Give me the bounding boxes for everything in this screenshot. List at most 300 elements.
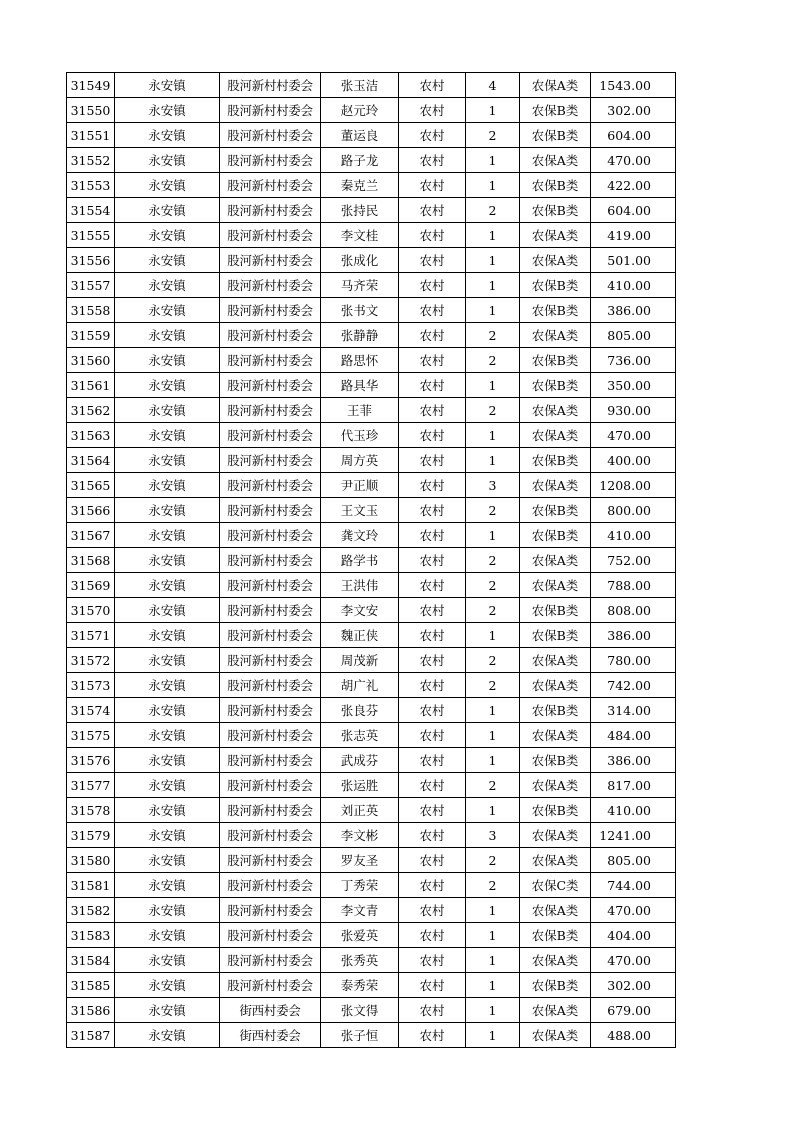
amount-cell: 1241.00 [591, 823, 676, 848]
serial-cell: 31583 [67, 923, 115, 948]
area-cell: 农村 [399, 298, 466, 323]
town-cell: 永安镇 [115, 373, 220, 398]
village-cell: 股河新村村委会 [220, 198, 321, 223]
area-cell: 农村 [399, 998, 466, 1023]
name-cell: 路思怀 [321, 348, 399, 373]
area-cell: 农村 [399, 798, 466, 823]
amount-cell: 302.00 [591, 973, 676, 998]
area-cell: 农村 [399, 1023, 466, 1048]
category-cell: 农保B类 [520, 498, 591, 523]
category-cell: 农保A类 [520, 248, 591, 273]
serial-cell: 31554 [67, 198, 115, 223]
area-cell: 农村 [399, 348, 466, 373]
serial-cell: 31560 [67, 348, 115, 373]
amount-cell: 470.00 [591, 148, 676, 173]
serial-cell: 31565 [67, 473, 115, 498]
serial-cell: 31570 [67, 598, 115, 623]
name-cell: 丁秀荣 [321, 873, 399, 898]
category-cell: 农保B类 [520, 598, 591, 623]
table-row [67, 73, 676, 98]
count-cell: 2 [466, 548, 520, 573]
amount-cell: 386.00 [591, 298, 676, 323]
category-cell: 农保B类 [520, 748, 591, 773]
amount-cell: 410.00 [591, 273, 676, 298]
table-row [67, 398, 676, 423]
amount-cell: 501.00 [591, 248, 676, 273]
town-cell: 永安镇 [115, 873, 220, 898]
serial-cell: 31580 [67, 848, 115, 873]
count-cell: 2 [466, 398, 520, 423]
area-cell: 农村 [399, 448, 466, 473]
table-row [67, 948, 676, 973]
category-cell: 农保A类 [520, 398, 591, 423]
town-cell: 永安镇 [115, 573, 220, 598]
table-row [67, 898, 676, 923]
table-row [67, 673, 676, 698]
name-cell: 张文得 [321, 998, 399, 1023]
amount-cell: 410.00 [591, 523, 676, 548]
serial-cell: 31586 [67, 998, 115, 1023]
amount-cell: 386.00 [591, 623, 676, 648]
village-cell: 股河新村村委会 [220, 898, 321, 923]
count-cell: 2 [466, 598, 520, 623]
town-cell: 永安镇 [115, 173, 220, 198]
serial-cell: 31553 [67, 173, 115, 198]
name-cell: 李文桂 [321, 223, 399, 248]
town-cell: 永安镇 [115, 223, 220, 248]
area-cell: 农村 [399, 523, 466, 548]
amount-cell: 736.00 [591, 348, 676, 373]
amount-cell: 805.00 [591, 848, 676, 873]
area-cell: 农村 [399, 323, 466, 348]
village-cell: 股河新村村委会 [220, 573, 321, 598]
category-cell: 农保A类 [520, 148, 591, 173]
name-cell: 张良芬 [321, 698, 399, 723]
count-cell: 1 [466, 723, 520, 748]
count-cell: 2 [466, 673, 520, 698]
town-cell: 永安镇 [115, 423, 220, 448]
amount-cell: 419.00 [591, 223, 676, 248]
town-cell: 永安镇 [115, 298, 220, 323]
village-cell: 股河新村村委会 [220, 848, 321, 873]
count-cell: 2 [466, 198, 520, 223]
amount-cell: 930.00 [591, 398, 676, 423]
name-cell: 张志英 [321, 723, 399, 748]
village-cell: 股河新村村委会 [220, 623, 321, 648]
area-cell: 农村 [399, 723, 466, 748]
town-cell: 永安镇 [115, 923, 220, 948]
serial-cell: 31576 [67, 748, 115, 773]
serial-cell: 31584 [67, 948, 115, 973]
name-cell: 魏正侠 [321, 623, 399, 648]
count-cell: 2 [466, 348, 520, 373]
village-cell: 股河新村村委会 [220, 148, 321, 173]
town-cell: 永安镇 [115, 448, 220, 473]
name-cell: 秦克兰 [321, 173, 399, 198]
area-cell: 农村 [399, 973, 466, 998]
town-cell: 永安镇 [115, 198, 220, 223]
table-row [67, 423, 676, 448]
name-cell: 李文彬 [321, 823, 399, 848]
table-row [67, 573, 676, 598]
serial-cell: 31559 [67, 323, 115, 348]
amount-cell: 386.00 [591, 748, 676, 773]
village-cell: 股河新村村委会 [220, 248, 321, 273]
amount-cell: 679.00 [591, 998, 676, 1023]
name-cell: 胡广礼 [321, 673, 399, 698]
table-row [67, 723, 676, 748]
serial-cell: 31556 [67, 248, 115, 273]
town-cell: 永安镇 [115, 123, 220, 148]
serial-cell: 31572 [67, 648, 115, 673]
area-cell: 农村 [399, 598, 466, 623]
town-cell: 永安镇 [115, 473, 220, 498]
category-cell: 农保B类 [520, 198, 591, 223]
amount-cell: 470.00 [591, 898, 676, 923]
serial-cell: 31577 [67, 773, 115, 798]
count-cell: 1 [466, 298, 520, 323]
town-cell: 永安镇 [115, 773, 220, 798]
name-cell: 王菲 [321, 398, 399, 423]
count-cell: 2 [466, 123, 520, 148]
town-cell: 永安镇 [115, 323, 220, 348]
category-cell: 农保C类 [520, 873, 591, 898]
serial-cell: 31555 [67, 223, 115, 248]
name-cell: 张玉洁 [321, 73, 399, 98]
area-cell: 农村 [399, 848, 466, 873]
amount-cell: 1543.00 [591, 73, 676, 98]
village-cell: 街西村委会 [220, 1023, 321, 1048]
amount-cell: 817.00 [591, 773, 676, 798]
amount-cell: 404.00 [591, 923, 676, 948]
count-cell: 4 [466, 73, 520, 98]
count-cell: 3 [466, 473, 520, 498]
name-cell: 张运胜 [321, 773, 399, 798]
category-cell: 农保A类 [520, 848, 591, 873]
serial-cell: 31578 [67, 798, 115, 823]
serial-cell: 31552 [67, 148, 115, 173]
village-cell: 股河新村村委会 [220, 823, 321, 848]
serial-cell: 31557 [67, 273, 115, 298]
table-row [67, 273, 676, 298]
amount-cell: 744.00 [591, 873, 676, 898]
village-cell: 股河新村村委会 [220, 648, 321, 673]
table-row [67, 523, 676, 548]
name-cell: 王文玉 [321, 498, 399, 523]
village-cell: 股河新村村委会 [220, 948, 321, 973]
count-cell: 1 [466, 1023, 520, 1048]
amount-cell: 470.00 [591, 948, 676, 973]
area-cell: 农村 [399, 948, 466, 973]
serial-cell: 31581 [67, 873, 115, 898]
area-cell: 农村 [399, 123, 466, 148]
category-cell: 农保A类 [520, 323, 591, 348]
table-row [67, 748, 676, 773]
serial-cell: 31575 [67, 723, 115, 748]
serial-cell: 31562 [67, 398, 115, 423]
table-row [67, 173, 676, 198]
count-cell: 1 [466, 698, 520, 723]
village-cell: 股河新村村委会 [220, 298, 321, 323]
area-cell: 农村 [399, 398, 466, 423]
count-cell: 2 [466, 323, 520, 348]
category-cell: 农保A类 [520, 823, 591, 848]
category-cell: 农保A类 [520, 773, 591, 798]
village-cell: 股河新村村委会 [220, 798, 321, 823]
area-cell: 农村 [399, 423, 466, 448]
count-cell: 1 [466, 148, 520, 173]
village-cell: 股河新村村委会 [220, 698, 321, 723]
town-cell: 永安镇 [115, 548, 220, 573]
amount-cell: 484.00 [591, 723, 676, 748]
name-cell: 周茂新 [321, 648, 399, 673]
category-cell: 农保A类 [520, 573, 591, 598]
category-cell: 农保B类 [520, 973, 591, 998]
area-cell: 农村 [399, 923, 466, 948]
category-cell: 农保A类 [520, 1023, 591, 1048]
name-cell: 张秀英 [321, 948, 399, 973]
area-cell: 农村 [399, 373, 466, 398]
town-cell: 永安镇 [115, 1023, 220, 1048]
table-row [67, 198, 676, 223]
amount-cell: 604.00 [591, 198, 676, 223]
category-cell: 农保B类 [520, 173, 591, 198]
town-cell: 永安镇 [115, 348, 220, 373]
name-cell: 刘正英 [321, 798, 399, 823]
amount-cell: 1208.00 [591, 473, 676, 498]
count-cell: 1 [466, 448, 520, 473]
category-cell: 农保A类 [520, 948, 591, 973]
area-cell: 农村 [399, 548, 466, 573]
category-cell: 农保A类 [520, 723, 591, 748]
town-cell: 永安镇 [115, 673, 220, 698]
table-row [67, 123, 676, 148]
serial-cell: 31574 [67, 698, 115, 723]
area-cell: 农村 [399, 623, 466, 648]
count-cell: 1 [466, 948, 520, 973]
village-cell: 股河新村村委会 [220, 523, 321, 548]
area-cell: 农村 [399, 198, 466, 223]
table-row [67, 448, 676, 473]
category-cell: 农保B类 [520, 523, 591, 548]
amount-cell: 488.00 [591, 1023, 676, 1048]
serial-cell: 31566 [67, 498, 115, 523]
category-cell: 农保B类 [520, 698, 591, 723]
area-cell: 农村 [399, 898, 466, 923]
table-row [67, 323, 676, 348]
town-cell: 永安镇 [115, 73, 220, 98]
serial-cell: 31564 [67, 448, 115, 473]
name-cell: 张持民 [321, 198, 399, 223]
category-cell: 农保A类 [520, 648, 591, 673]
village-cell: 股河新村村委会 [220, 923, 321, 948]
name-cell: 罗友圣 [321, 848, 399, 873]
village-cell: 股河新村村委会 [220, 548, 321, 573]
village-cell: 股河新村村委会 [220, 348, 321, 373]
area-cell: 农村 [399, 223, 466, 248]
village-cell: 股河新村村委会 [220, 423, 321, 448]
table-row [67, 973, 676, 998]
count-cell: 1 [466, 898, 520, 923]
town-cell: 永安镇 [115, 623, 220, 648]
serial-cell: 31567 [67, 523, 115, 548]
table-row [67, 548, 676, 573]
village-cell: 股河新村村委会 [220, 673, 321, 698]
serial-cell: 31550 [67, 98, 115, 123]
serial-cell: 31579 [67, 823, 115, 848]
town-cell: 永安镇 [115, 898, 220, 923]
table-row [67, 798, 676, 823]
name-cell: 张书文 [321, 298, 399, 323]
count-cell: 1 [466, 173, 520, 198]
table-row [67, 648, 676, 673]
serial-cell: 31571 [67, 623, 115, 648]
village-cell: 股河新村村委会 [220, 73, 321, 98]
area-cell: 农村 [399, 498, 466, 523]
area-cell: 农村 [399, 148, 466, 173]
name-cell: 张爱英 [321, 923, 399, 948]
amount-cell: 350.00 [591, 373, 676, 398]
table-row [67, 598, 676, 623]
table-row [67, 223, 676, 248]
amount-cell: 400.00 [591, 448, 676, 473]
area-cell: 农村 [399, 73, 466, 98]
village-cell: 股河新村村委会 [220, 123, 321, 148]
area-cell: 农村 [399, 748, 466, 773]
count-cell: 3 [466, 823, 520, 848]
village-cell: 股河新村村委会 [220, 498, 321, 523]
name-cell: 董运良 [321, 123, 399, 148]
category-cell: 农保B类 [520, 373, 591, 398]
count-cell: 1 [466, 923, 520, 948]
category-cell: 农保B类 [520, 798, 591, 823]
name-cell: 张子恒 [321, 1023, 399, 1048]
amount-cell: 752.00 [591, 548, 676, 573]
category-cell: 农保A类 [520, 473, 591, 498]
serial-cell: 31558 [67, 298, 115, 323]
amount-cell: 742.00 [591, 673, 676, 698]
serial-cell: 31569 [67, 573, 115, 598]
amount-cell: 410.00 [591, 798, 676, 823]
table-body [67, 73, 676, 1048]
category-cell: 农保B类 [520, 923, 591, 948]
count-cell: 1 [466, 623, 520, 648]
area-cell: 农村 [399, 473, 466, 498]
serial-cell: 31582 [67, 898, 115, 923]
category-cell: 农保A类 [520, 673, 591, 698]
serial-cell: 31587 [67, 1023, 115, 1048]
count-cell: 2 [466, 773, 520, 798]
table-row [67, 698, 676, 723]
town-cell: 永安镇 [115, 248, 220, 273]
count-cell: 1 [466, 748, 520, 773]
category-cell: 农保A类 [520, 548, 591, 573]
count-cell: 1 [466, 248, 520, 273]
amount-cell: 604.00 [591, 123, 676, 148]
amount-cell: 314.00 [591, 698, 676, 723]
town-cell: 永安镇 [115, 648, 220, 673]
name-cell: 周方英 [321, 448, 399, 473]
name-cell: 赵元玲 [321, 98, 399, 123]
town-cell: 永安镇 [115, 398, 220, 423]
table-row [67, 148, 676, 173]
amount-cell: 808.00 [591, 598, 676, 623]
count-cell: 1 [466, 523, 520, 548]
village-cell: 股河新村村委会 [220, 973, 321, 998]
village-cell: 股河新村村委会 [220, 473, 321, 498]
town-cell: 永安镇 [115, 748, 220, 773]
category-cell: 农保B类 [520, 448, 591, 473]
count-cell: 1 [466, 973, 520, 998]
town-cell: 永安镇 [115, 998, 220, 1023]
table-row [67, 923, 676, 948]
amount-cell: 422.00 [591, 173, 676, 198]
category-cell: 农保B类 [520, 348, 591, 373]
name-cell: 张成化 [321, 248, 399, 273]
name-cell: 代玉珍 [321, 423, 399, 448]
amount-cell: 800.00 [591, 498, 676, 523]
name-cell: 李文青 [321, 898, 399, 923]
town-cell: 永安镇 [115, 523, 220, 548]
amount-cell: 788.00 [591, 573, 676, 598]
amount-cell: 302.00 [591, 98, 676, 123]
table-row [67, 298, 676, 323]
village-cell: 股河新村村委会 [220, 398, 321, 423]
table-row [67, 1023, 676, 1048]
village-cell: 股河新村村委会 [220, 98, 321, 123]
serial-cell: 31585 [67, 973, 115, 998]
village-cell: 股河新村村委会 [220, 273, 321, 298]
amount-cell: 805.00 [591, 323, 676, 348]
serial-cell: 31568 [67, 548, 115, 573]
count-cell: 1 [466, 223, 520, 248]
name-cell: 马齐荣 [321, 273, 399, 298]
amount-cell: 780.00 [591, 648, 676, 673]
count-cell: 1 [466, 798, 520, 823]
area-cell: 农村 [399, 573, 466, 598]
name-cell: 路子龙 [321, 148, 399, 173]
town-cell: 永安镇 [115, 498, 220, 523]
village-cell: 股河新村村委会 [220, 598, 321, 623]
village-cell: 股河新村村委会 [220, 448, 321, 473]
count-cell: 2 [466, 848, 520, 873]
category-cell: 农保A类 [520, 898, 591, 923]
table-row [67, 348, 676, 373]
table-row [67, 373, 676, 398]
records-table [66, 72, 676, 1048]
table-row [67, 773, 676, 798]
amount-cell: 470.00 [591, 423, 676, 448]
table-row [67, 998, 676, 1023]
town-cell: 永安镇 [115, 823, 220, 848]
town-cell: 永安镇 [115, 948, 220, 973]
area-cell: 农村 [399, 698, 466, 723]
category-cell: 农保A类 [520, 223, 591, 248]
count-cell: 2 [466, 573, 520, 598]
village-cell: 股河新村村委会 [220, 873, 321, 898]
town-cell: 永安镇 [115, 973, 220, 998]
village-cell: 股河新村村委会 [220, 748, 321, 773]
table-row [67, 98, 676, 123]
count-cell: 1 [466, 98, 520, 123]
count-cell: 1 [466, 373, 520, 398]
area-cell: 农村 [399, 873, 466, 898]
area-cell: 农村 [399, 673, 466, 698]
name-cell: 泰秀荣 [321, 973, 399, 998]
town-cell: 永安镇 [115, 148, 220, 173]
count-cell: 1 [466, 998, 520, 1023]
area-cell: 农村 [399, 248, 466, 273]
